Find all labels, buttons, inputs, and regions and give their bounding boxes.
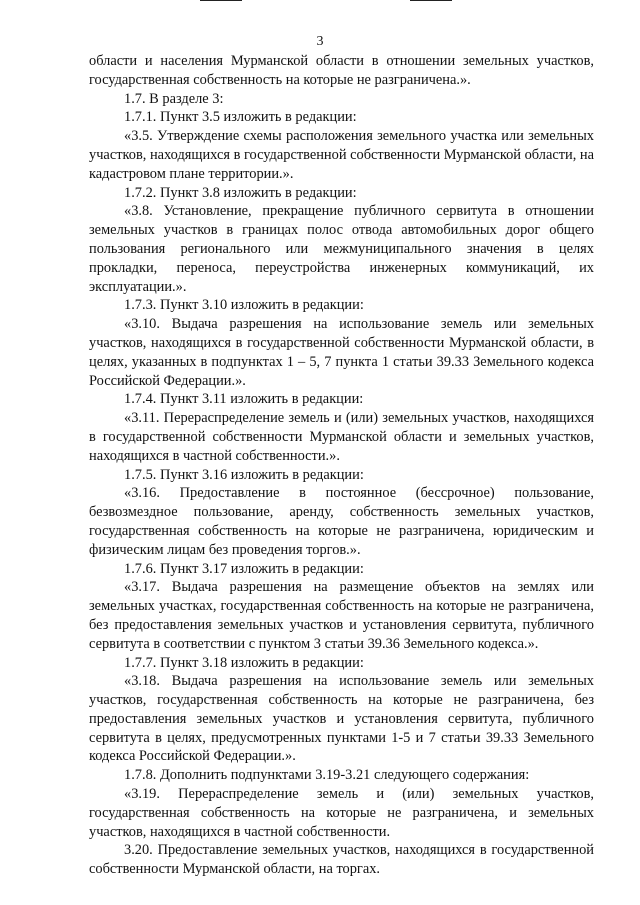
document-body xyxy=(89,52,594,879)
paragraph-1-7-4: 1.7.4. Пункт 3.11 изложить в редакции: xyxy=(124,391,364,408)
paragraph-quote-3-18: «3.18. Выдача разрешения на использование земель или земельных участков, государственная собственность на которые не разграничена, без предоставления земельных участков и установления сервитута, публичного сервитута в целях, предусмотренных пунктами 1-5 и 7 статьи 39.33 Земельного кодекса Российской Федерации.». xyxy=(89,673,594,765)
paragraph-1-7-2: 1.7.2. Пункт 3.8 изложить в редакции: xyxy=(124,184,357,201)
paragraph-1-7-3: 1.7.3. Пункт 3.10 изложить в редакции: xyxy=(124,297,364,314)
paragraph-quote-3-19: «3.19. Перераспределение земель и (или) земельных участков, государственная собственность на которые не разграничена, и земельных участков, находящихся в частной собственности. xyxy=(89,786,594,840)
top-border-mark-left xyxy=(200,0,242,1)
paragraph-1-7-5: 1.7.5. Пункт 3.16 изложить в редакции: xyxy=(124,466,364,483)
top-border-mark-right xyxy=(410,0,452,1)
page-number: 3 xyxy=(316,34,324,49)
paragraph-1-7-6: 1.7.6. Пункт 3.17 изложить в редакции: xyxy=(124,560,364,577)
paragraph-continuation: области и населения Мурманской области в отношении земельных участков, государственная собственность на которые не разграничена.». xyxy=(89,53,594,88)
paragraph-1-7-7: 1.7.7. Пункт 3.18 изложить в редакции: xyxy=(124,654,364,671)
paragraph-1-7-8: 1.7.8. Дополнить подпунктами 3.19-3.21 следующего содержания: xyxy=(124,767,530,784)
paragraph-quote-3-11: «3.11. Перераспределение земель и (или) земельных участков, находящихся в государственной собственности Мурманской области и земельных участков, находящихся в частной собственности.». xyxy=(89,410,594,464)
paragraph-quote-3-16: «3.16. Предоставление в постоянное (бессрочное) пользование, безвозмездное пользование, аренду, собственность земельных участков, государственная собственность на которые не разграничена, юридическим и физическим лицам без проведения торгов.». xyxy=(89,485,594,558)
paragraph-3-20: 3.20. Предоставление земельных участков, находящихся в государственной собственности Мурманской области, на торгах. xyxy=(89,842,594,878)
paragraph-1-7-1: 1.7.1. Пункт 3.5 изложить в редакции: xyxy=(124,109,357,126)
paragraph-quote-3-8: «3.8. Установление, прекращение публичного сервитута в отношении земельных участков в границах полос отвода автомобильных дорог общего пользования регионального или межмуниципального значения в целях прокладки, переноса, переустройства инженерных коммуникаций, их эксплуатации.». xyxy=(89,203,594,295)
paragraph-quote-3-5: «3.5. Утверждение схемы расположения земельного участка или земельных участков, находящихся в государственной собственности Мурманской области, на кадастровом плане территории.». xyxy=(89,128,594,182)
paragraph-quote-3-10: «3.10. Выдача разрешения на использование земель или земельных участков, находящихся в государственной собственности Мурманской области, в целях, указанных в подпунктах 1 – 5, 7 пункта 1 статьи 39.33 Земельного кодекса Российской Федерации.». xyxy=(89,316,594,389)
paragraph-quote-3-17: «3.17. Выдача разрешения на размещение объектов на землях или земельных участках, государственная собственность на которые не разграничена, без предоставления земельных участков и установления сервитута, публичного сервитута в соответствии с пунктом 3 статьи 39.36 Земельного кодекса.». xyxy=(89,579,594,652)
paragraph-section-1-7: 1.7. В разделе 3: xyxy=(124,90,224,107)
